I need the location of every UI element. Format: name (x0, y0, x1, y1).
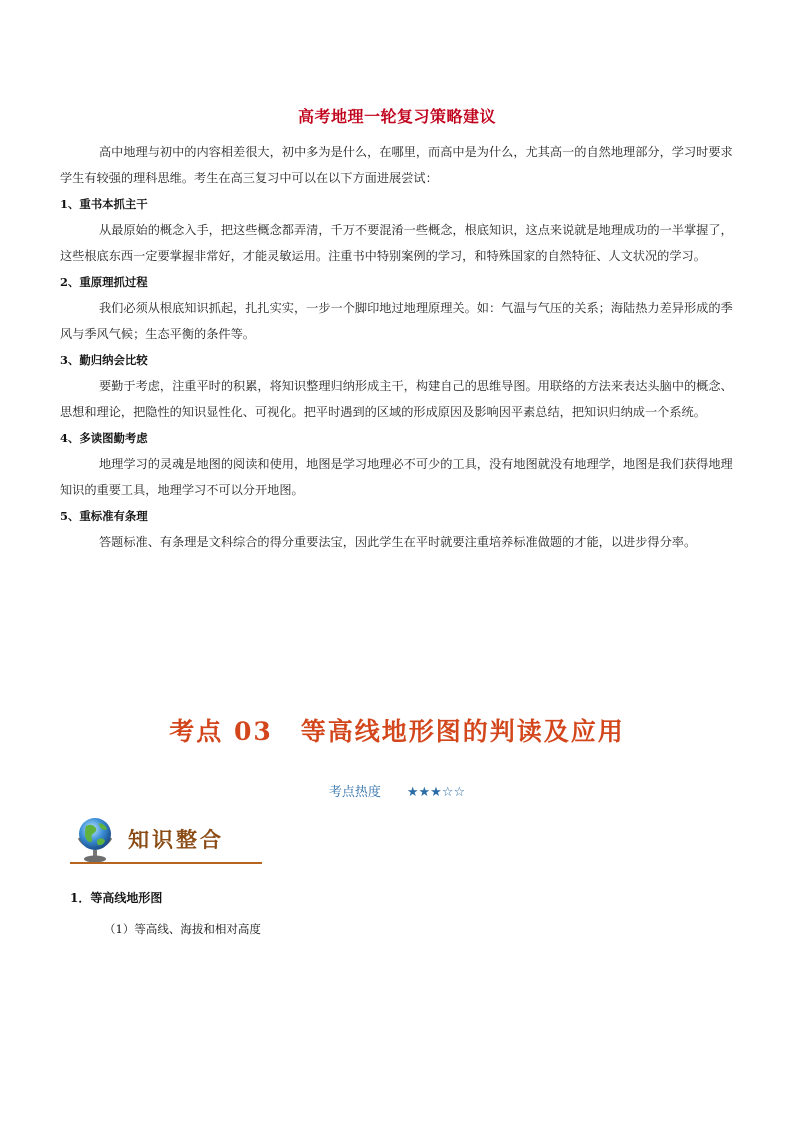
section-heading-1: 1、重书本抓主干 (60, 197, 148, 211)
section-heading-3: 3、勤归纳会比较 (60, 353, 148, 367)
section-heading-4: 4、多读图勤考虑 (60, 431, 148, 445)
exam-point-topic: 等高线地形图的判读及应用 (300, 717, 625, 746)
content-item-1: 1．等高线地形图 (70, 891, 163, 905)
knowledge-underline (70, 862, 262, 864)
globe-icon (72, 812, 118, 864)
section-text-2: 我们必须从根底知识抓起，扎扎实实，一步一个脚印地过地理原理关。如：气温与气压的关系；海陆热力差异形成的季风与季风气候；生态平衡的条件等。 (60, 301, 733, 341)
exam-point-number: 考点 03 (169, 717, 273, 746)
document-body (60, 139, 740, 555)
content-item-1-sub: （1）等高线、海拔和相对高度 (104, 922, 261, 936)
intro-paragraph: 高中地理与初中的内容相差很大，初中多为是什么，在哪里，而高中是为什么，尤其高一的自然地理部分，学习时要求学生有较强的理科思维。考生在高三复习中可以在以下方面进展尝试： (60, 145, 733, 185)
knowledge-banner (70, 812, 270, 867)
exam-point-heat (0, 781, 794, 800)
heat-stars-filled: ★★★ (406, 785, 442, 800)
section-heading-2: 2、重原理抓过程 (60, 275, 148, 289)
section-text-5: 答题标准、有条理是文科综合的得分重要法宝，因此学生在平时就要注重培养标准做题的才能，以进步得分率。 (99, 535, 697, 549)
document-title: 高考地理一轮复习策略建议 (297, 107, 496, 126)
heat-stars-empty: ☆☆ (441, 785, 466, 800)
section-text-3: 要勤于考虑，注重平时的积累，将知识整理归纳形成主干，构建自己的思维导图。用联络的方法来表达头脑中的概念、思想和理论，把隐性的知识显性化、可视化。把平时遇到的区域的形成原因及影响因平素总结，把知识归纳成一个系统。 (60, 379, 733, 419)
section-text-4: 地理学习的灵魂是地图的阅读和使用，地图是学习地理必不可少的工具，没有地图就没有地理学，地图是我们获得地理知识的重要工具，地理学习不可以分开地图。 (60, 457, 733, 497)
heat-label: 考点热度 (328, 785, 381, 800)
exam-point-heading (0, 712, 794, 748)
knowledge-label: 知识整合 (128, 827, 224, 852)
section-text-1: 从最原始的概念入手，把这些概念都弄清，千万不要混淆一些概念，根底知识，这点来说就是地理成功的一半掌握了，这些根底东西一定要掌握非常好，才能灵敏运用。注重书中特别案例的学习，和特殊国家的自然特征、人文状况的学习。 (60, 223, 733, 263)
section-heading-5: 5、重标准有条理 (60, 509, 148, 523)
